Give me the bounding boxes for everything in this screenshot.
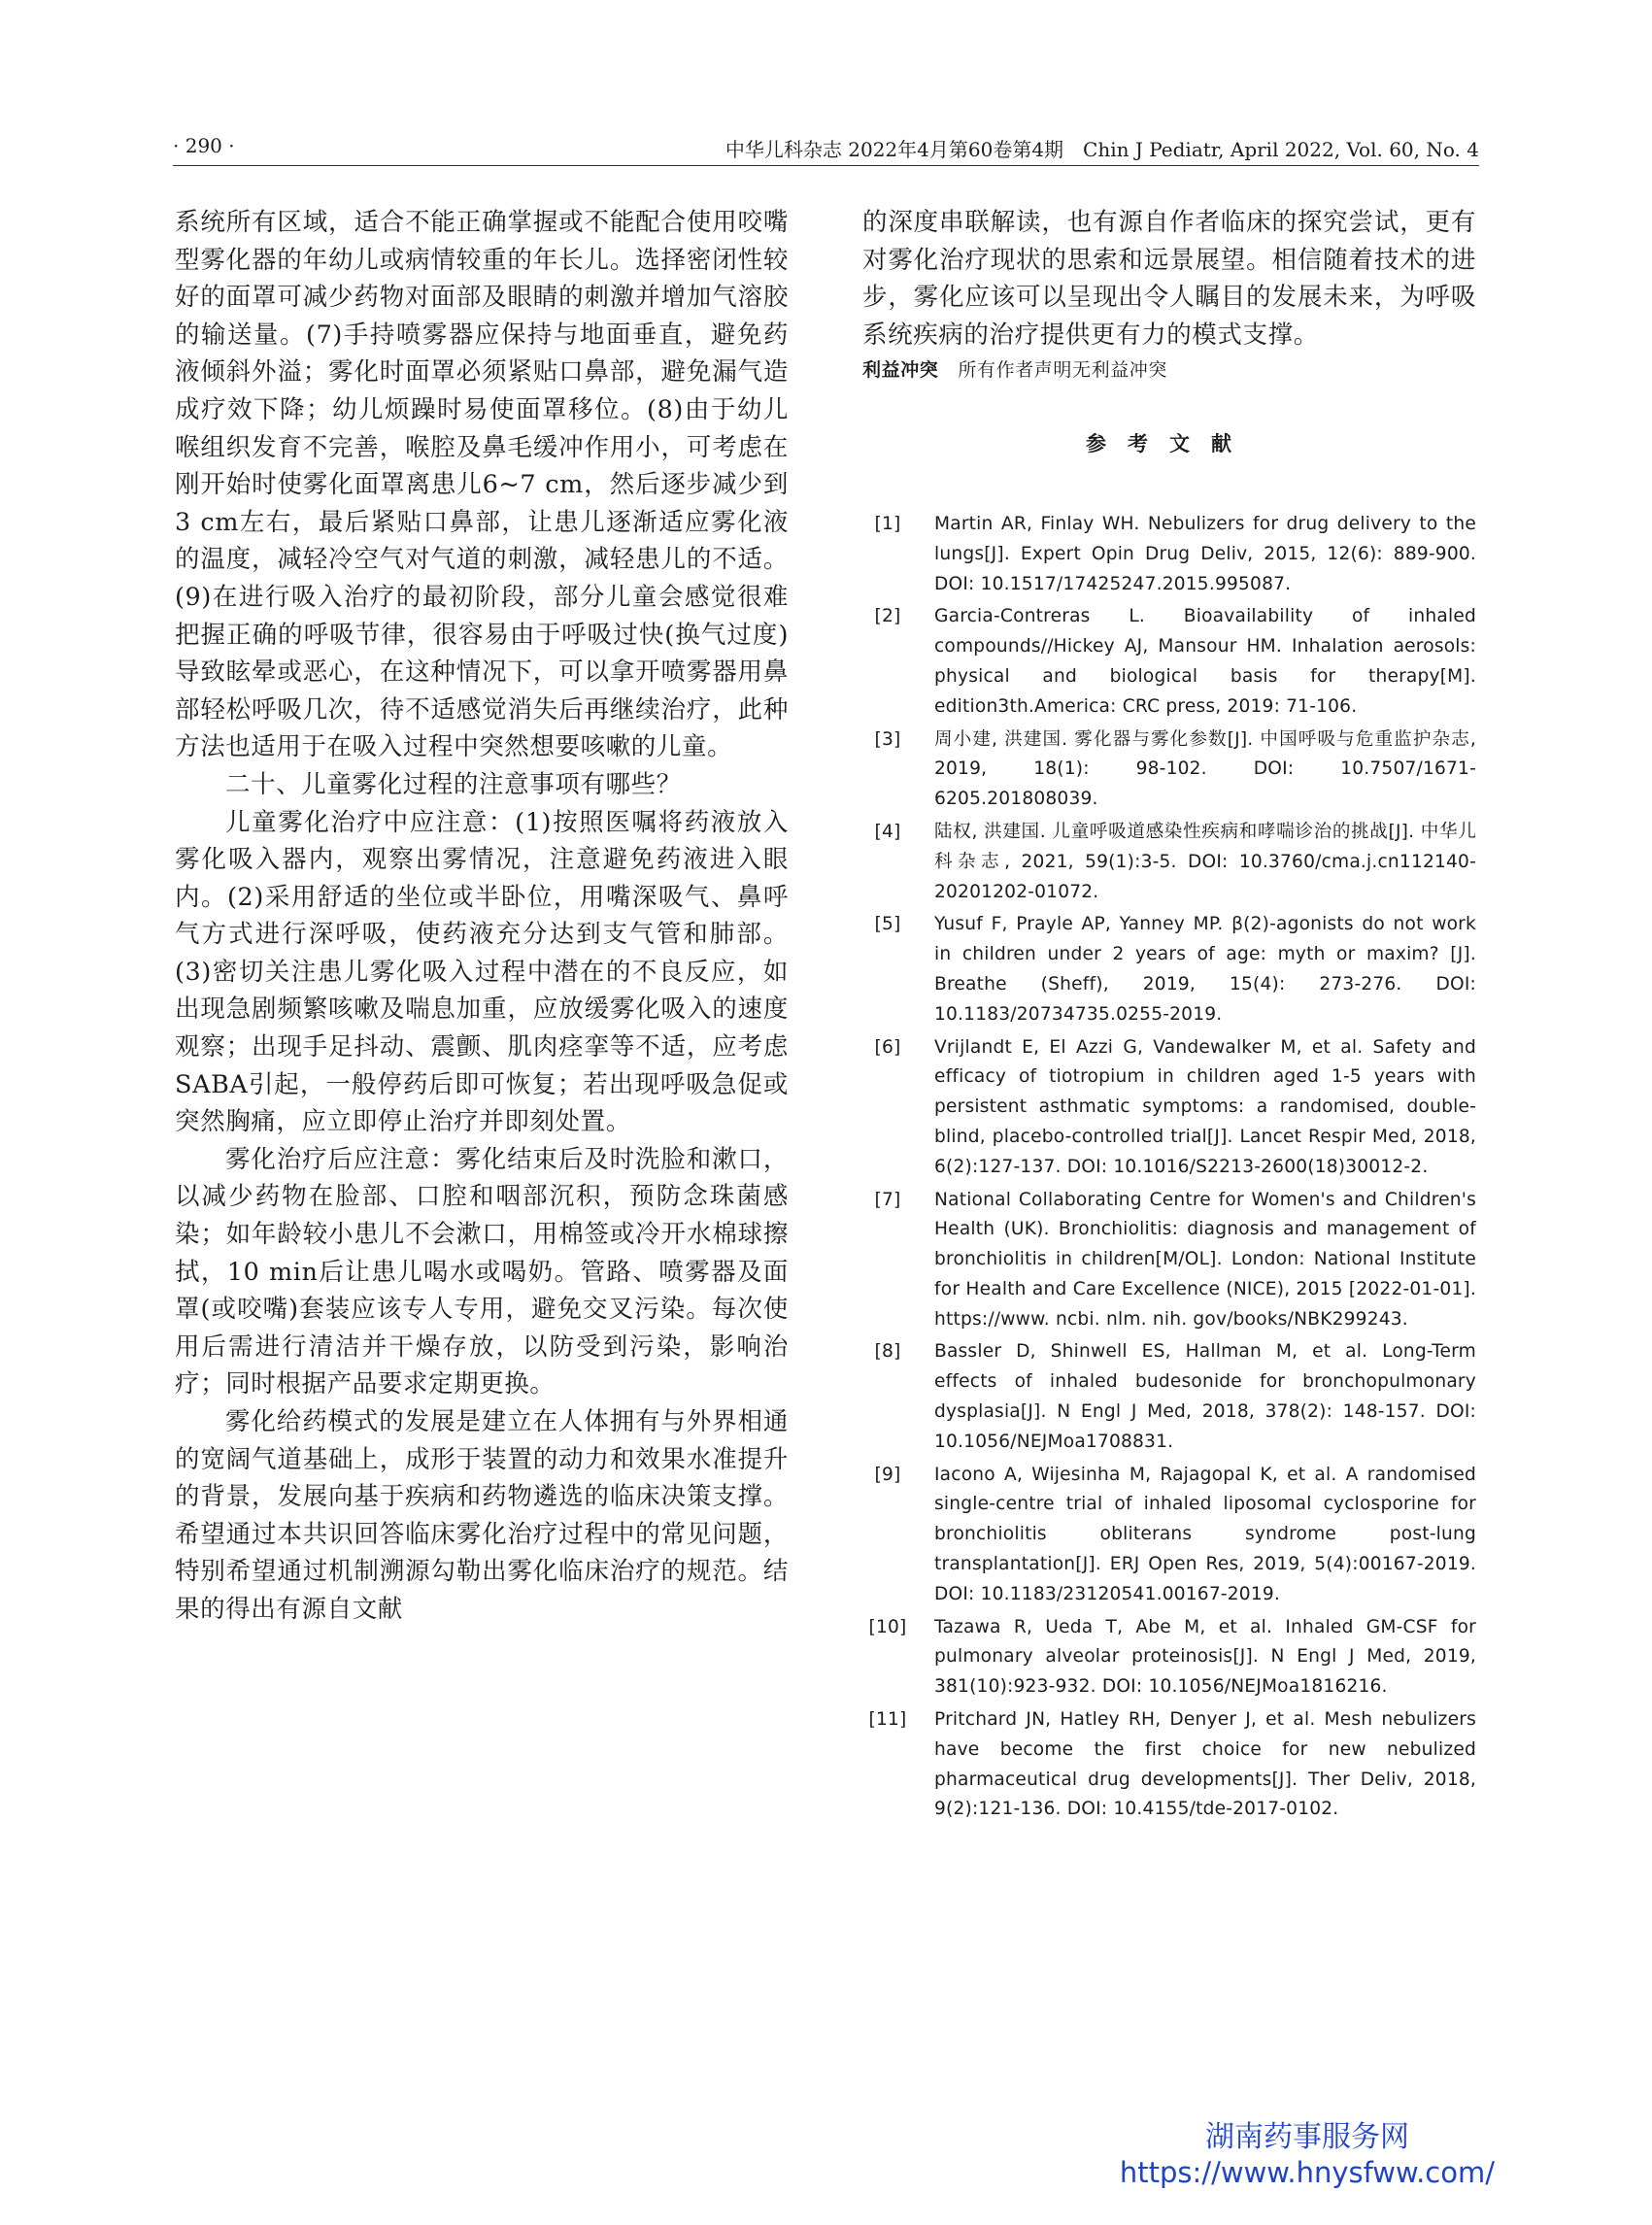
coi-label: 利益冲突 xyxy=(862,359,939,382)
page-header xyxy=(173,134,1479,166)
page-number: · 290 · xyxy=(173,134,235,157)
reference-text: Pritchard JN, Hatley RH, Denyer J, et al. Mesh nebulizers have become the first choice for new nebulized pharmaceutical drug developments[J]. Ther Deliv, 2018, 9(2):121-136. DOI: 10.4155/tde-2017-0102. xyxy=(934,1709,1476,1820)
conflict-of-interest xyxy=(862,355,1476,385)
reference-text: Garcia-Contreras L. Bioavailability of inhaled compounds//Hickey AJ, Mansour HM. Inhalation aerosols: physical and biological basis for therapy[M]. edition3th.America: CRC press, 2019: 71-106. xyxy=(934,606,1476,717)
reference-item xyxy=(862,1613,1476,1702)
reference-number: [10] xyxy=(868,1616,907,1637)
body-paragraph: 雾化给药模式的发展是建立在人体拥有与外界相通的宽阔气道基础上，成形于装置的动力和效果水准提升的背景，发展向基于疾病和药物遴选的临床决策支撑。希望通过本共识回答临床雾化治疗过程中的常见问题，特别希望通过机制溯源勾勒出雾化临床治疗的规范。结果的得出有源自文献 xyxy=(175,1407,789,1624)
site-watermark xyxy=(1120,2120,1495,2190)
reference-number: [6] xyxy=(874,1036,901,1058)
body-paragraph: 雾化治疗后应注意：雾化结束后及时洗脸和漱口，以减少药物在脸部、口腔和咽部沉积，预防念珠菌感染；如年龄较小患儿不会漱口，用棉签或冷开水棉球擦拭，10 min后让患儿喝水或喝奶。管路、喷雾器及面罩(或咬嘴)套装应该专人专用，避免交叉污染。每次使用后需进行清洁并干燥存放，以防受到污染，影响治疗；同时根据产品要求定期更换。 xyxy=(175,1144,789,1399)
reference-number: [5] xyxy=(874,914,901,935)
reference-number: [8] xyxy=(874,1341,901,1363)
body-paragraph: 儿童雾化治疗中应注意：(1)按照医嘱将药液放入雾化吸入器内，观察出雾情况，注意避免药液进入眼内。(2)采用舒适的坐位或半卧位，用嘴深吸气、鼻呼气方式进行深呼吸，使药液充分达到支气管和肺部。(3)密切关注患儿雾化吸入过程中潜在的不良反应，如出现急剧频繁咳嗽及喘息加重，应放缓雾化吸入的速度观察；出现手足抖动、震颤、肌肉痉挛等不适，应考虑SABA引起，一般停药后即可恢复；若出现呼吸急促或突然胸痛，应立即停止治疗并即刻处置。 xyxy=(175,807,789,1137)
watermark-url[interactable]: https://www.hnysfww.com/ xyxy=(1119,2156,1495,2189)
reference-text: Tazawa R, Ueda T, Abe M, et al. Inhaled GM-CSF for pulmonary alveolar proteinosis[J]. N Engl J Med, 2019, 381(10):923-932. DOI: 10.1056/NEJMoa1816216. xyxy=(934,1616,1476,1698)
reference-item xyxy=(862,1705,1476,1825)
reference-item xyxy=(862,910,1476,1029)
reference-item xyxy=(862,1033,1476,1183)
reference-item xyxy=(862,510,1476,599)
reference-text: National Collaborating Centre for Women's and Children's Health (UK). Bronchiolitis: diagnosis and management of bronchiolitis in children[M/OL]. London: National Institute for Health and Care Excellence (NICE), 2015 [2022-01-01]. https://www. ncbi. nlm. nih. gov/books/NBK299243. xyxy=(934,1189,1476,1330)
reference-item xyxy=(862,602,1476,722)
reference-item xyxy=(862,818,1476,907)
reference-number: [1] xyxy=(874,513,901,534)
reference-text: 周小建, 洪建国. 雾化器与雾化参数[J]. 中国呼吸与危重监护杂志, 2019, 18(1): 98-102. DOI: 10.7507/1671-6205.201808039. xyxy=(934,728,1476,810)
reference-text: Martin AR, Finlay WH. Nebulizers for drug delivery to the lungs[J]. Expert Opin Drug Deliv, 2015, 12(6): 889-900. DOI: 10.1517/17425247.2015.995087. xyxy=(934,513,1476,594)
reference-list xyxy=(862,510,1476,1825)
right-column xyxy=(862,204,1476,1828)
reference-text: Vrijlandt E, El Azzi G, Vandewalker M, et al. Safety and efficacy of tiotropium in children aged 1-5 years with persistent asthmatic symptoms: a randomised, double-blind, placebo-controlled trial[J]. Lancet Respir Med, 2018, 6(2):127-137. DOI: 10.1016/S2213-2600(18)30012-2. xyxy=(934,1036,1476,1177)
reference-number: [7] xyxy=(874,1189,901,1210)
reference-number: [3] xyxy=(874,728,901,750)
coi-text: 所有作者声明无利益冲突 xyxy=(958,359,1168,382)
reference-number: [4] xyxy=(874,821,901,842)
reference-text: Bassler D, Shinwell ES, Hallman M, et al. Long-Term effects of inhaled budesonide for bronchopulmonary dysplasia[J]. N Engl J Med, 2018, 378(2): 148-157. DOI: 10.1056/NEJMoa1708831. xyxy=(934,1341,1476,1452)
reference-item xyxy=(862,1461,1476,1610)
body-paragraph: 系统所有区域，适合不能正确掌握或不能配合使用咬嘴型雾化器的年幼儿或病情较重的年长儿。选择密闭性较好的面罩可减少药物对面部及眼睛的刺激并增加气溶胶的输送量。(7)手持喷雾器应保持与地面垂直，避免药液倾斜外溢；雾化时面罩必须紧贴口鼻部，避免漏气造成疗效下降；幼儿烦躁时易使面罩移位。(8)由于幼儿喉组织发育不完善，喉腔及鼻毛缓冲作用小，可考虑在刚开始时使雾化面罩离患儿6~7 cm，然后逐步减少到3 cm左右，最后紧贴口鼻部，让患儿逐渐适应雾化液的温度，减轻冷空气对气道的刺激，减轻患儿的不适。(9)在进行吸入治疗的最初阶段，部分儿童会感觉很难把握正确的呼吸节律，很容易由于呼吸过快(换气过度)导致眩晕或恶心，在这种情况下，可以拿开喷雾器用鼻部轻松呼吸几次，待不适感觉消失后再继续治疗，此种方法也适用于在吸入过程中突然想要咳嗽的儿童。 xyxy=(175,208,789,762)
reference-text: Iacono A, Wijesinha M, Rajagopal K, et al. A randomised single-centre trial of inhaled liposomal cyclosporine for bronchiolitis obliterans syndrome post-lung transplantation[J]. ERJ Open Res, 2019, 5(4):00167-2019. DOI: 10.1183/23120541.00167-2019. xyxy=(934,1464,1476,1604)
reference-item xyxy=(862,1186,1476,1335)
reference-number: [11] xyxy=(868,1709,907,1731)
section-heading: 二十、儿童雾化过程的注意事项有哪些？ xyxy=(225,769,682,799)
reference-number: [2] xyxy=(874,606,901,627)
left-column xyxy=(175,204,789,1629)
reference-text: Yusuf F, Prayle AP, Yanney MP. β(2)-agonists do not work in children under 2 years of age: myth or maxim? [J]. Breathe (Sheff), 2019, 15(4): 273-276. DOI: 10.1183/20734735.0255-2019. xyxy=(934,914,1476,1025)
reference-item xyxy=(862,1337,1476,1457)
body-paragraph: 的深度串联解读，也有源自作者临床的探究尝试，更有对雾化治疗现状的思索和远景展望。相信随着技术的进步，雾化应该可以呈现出令人瞩目的发展未来，为呼吸系统疾病的治疗提供更有力的模式支撑。 xyxy=(862,208,1476,350)
references-title: 参考文献 xyxy=(1086,432,1253,456)
watermark-name: 湖南药事服务网 xyxy=(1204,2120,1409,2154)
reference-text: 陆权, 洪建国. 儿童呼吸道感染性疾病和哮喘诊治的挑战[J]. 中华儿科杂志, 2021, 59(1):3-5. DOI: 10.3760/cma.j.cn112140-20201202-01072. xyxy=(934,821,1476,902)
reference-number: [9] xyxy=(874,1464,901,1485)
journal-citation: 中华儿科杂志 2022年4月第60卷第4期 Chin J Pediatr, April 2022, Vol. 60, No. 4 xyxy=(725,138,1479,161)
reference-item xyxy=(862,725,1476,815)
